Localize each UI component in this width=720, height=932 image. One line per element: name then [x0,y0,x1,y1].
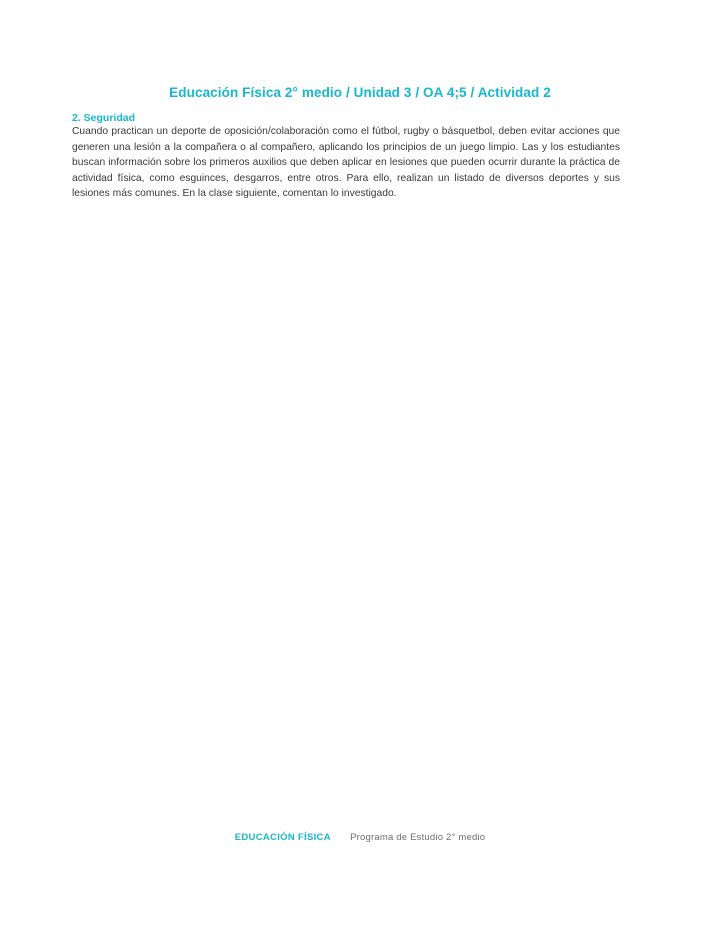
page-footer [0,832,720,843]
footer-brand: EDUCACIÓN FÍSICA [234,832,331,843]
footer-meta: Programa de Estudio 2° medio [350,832,486,843]
page-title: Educación Física 2° medio / Unidad 3 / OA 4;5 / Actividad 2 [169,85,551,100]
body-paragraph: Cuando practican un deporte de oposición/colaboración como el fútbol, rugby o básquetbol, deben evitar acciones que generen una lesión a la compañera o al compañero, aplicando los principios de un juego limpio. Las y los estudiantes buscan información sobre los primeros auxilios que deben aplicar en lesiones que pueden ocurrir durante la práctica de actividad física, como esguinces, desgarros, entre otros. Para ello, realizan un listado de diversos deportes y sus lesiones más comunes. En la clase siguiente, comentan lo investigado. [72,126,620,200]
section-heading: 2. Seguridad [72,112,136,124]
